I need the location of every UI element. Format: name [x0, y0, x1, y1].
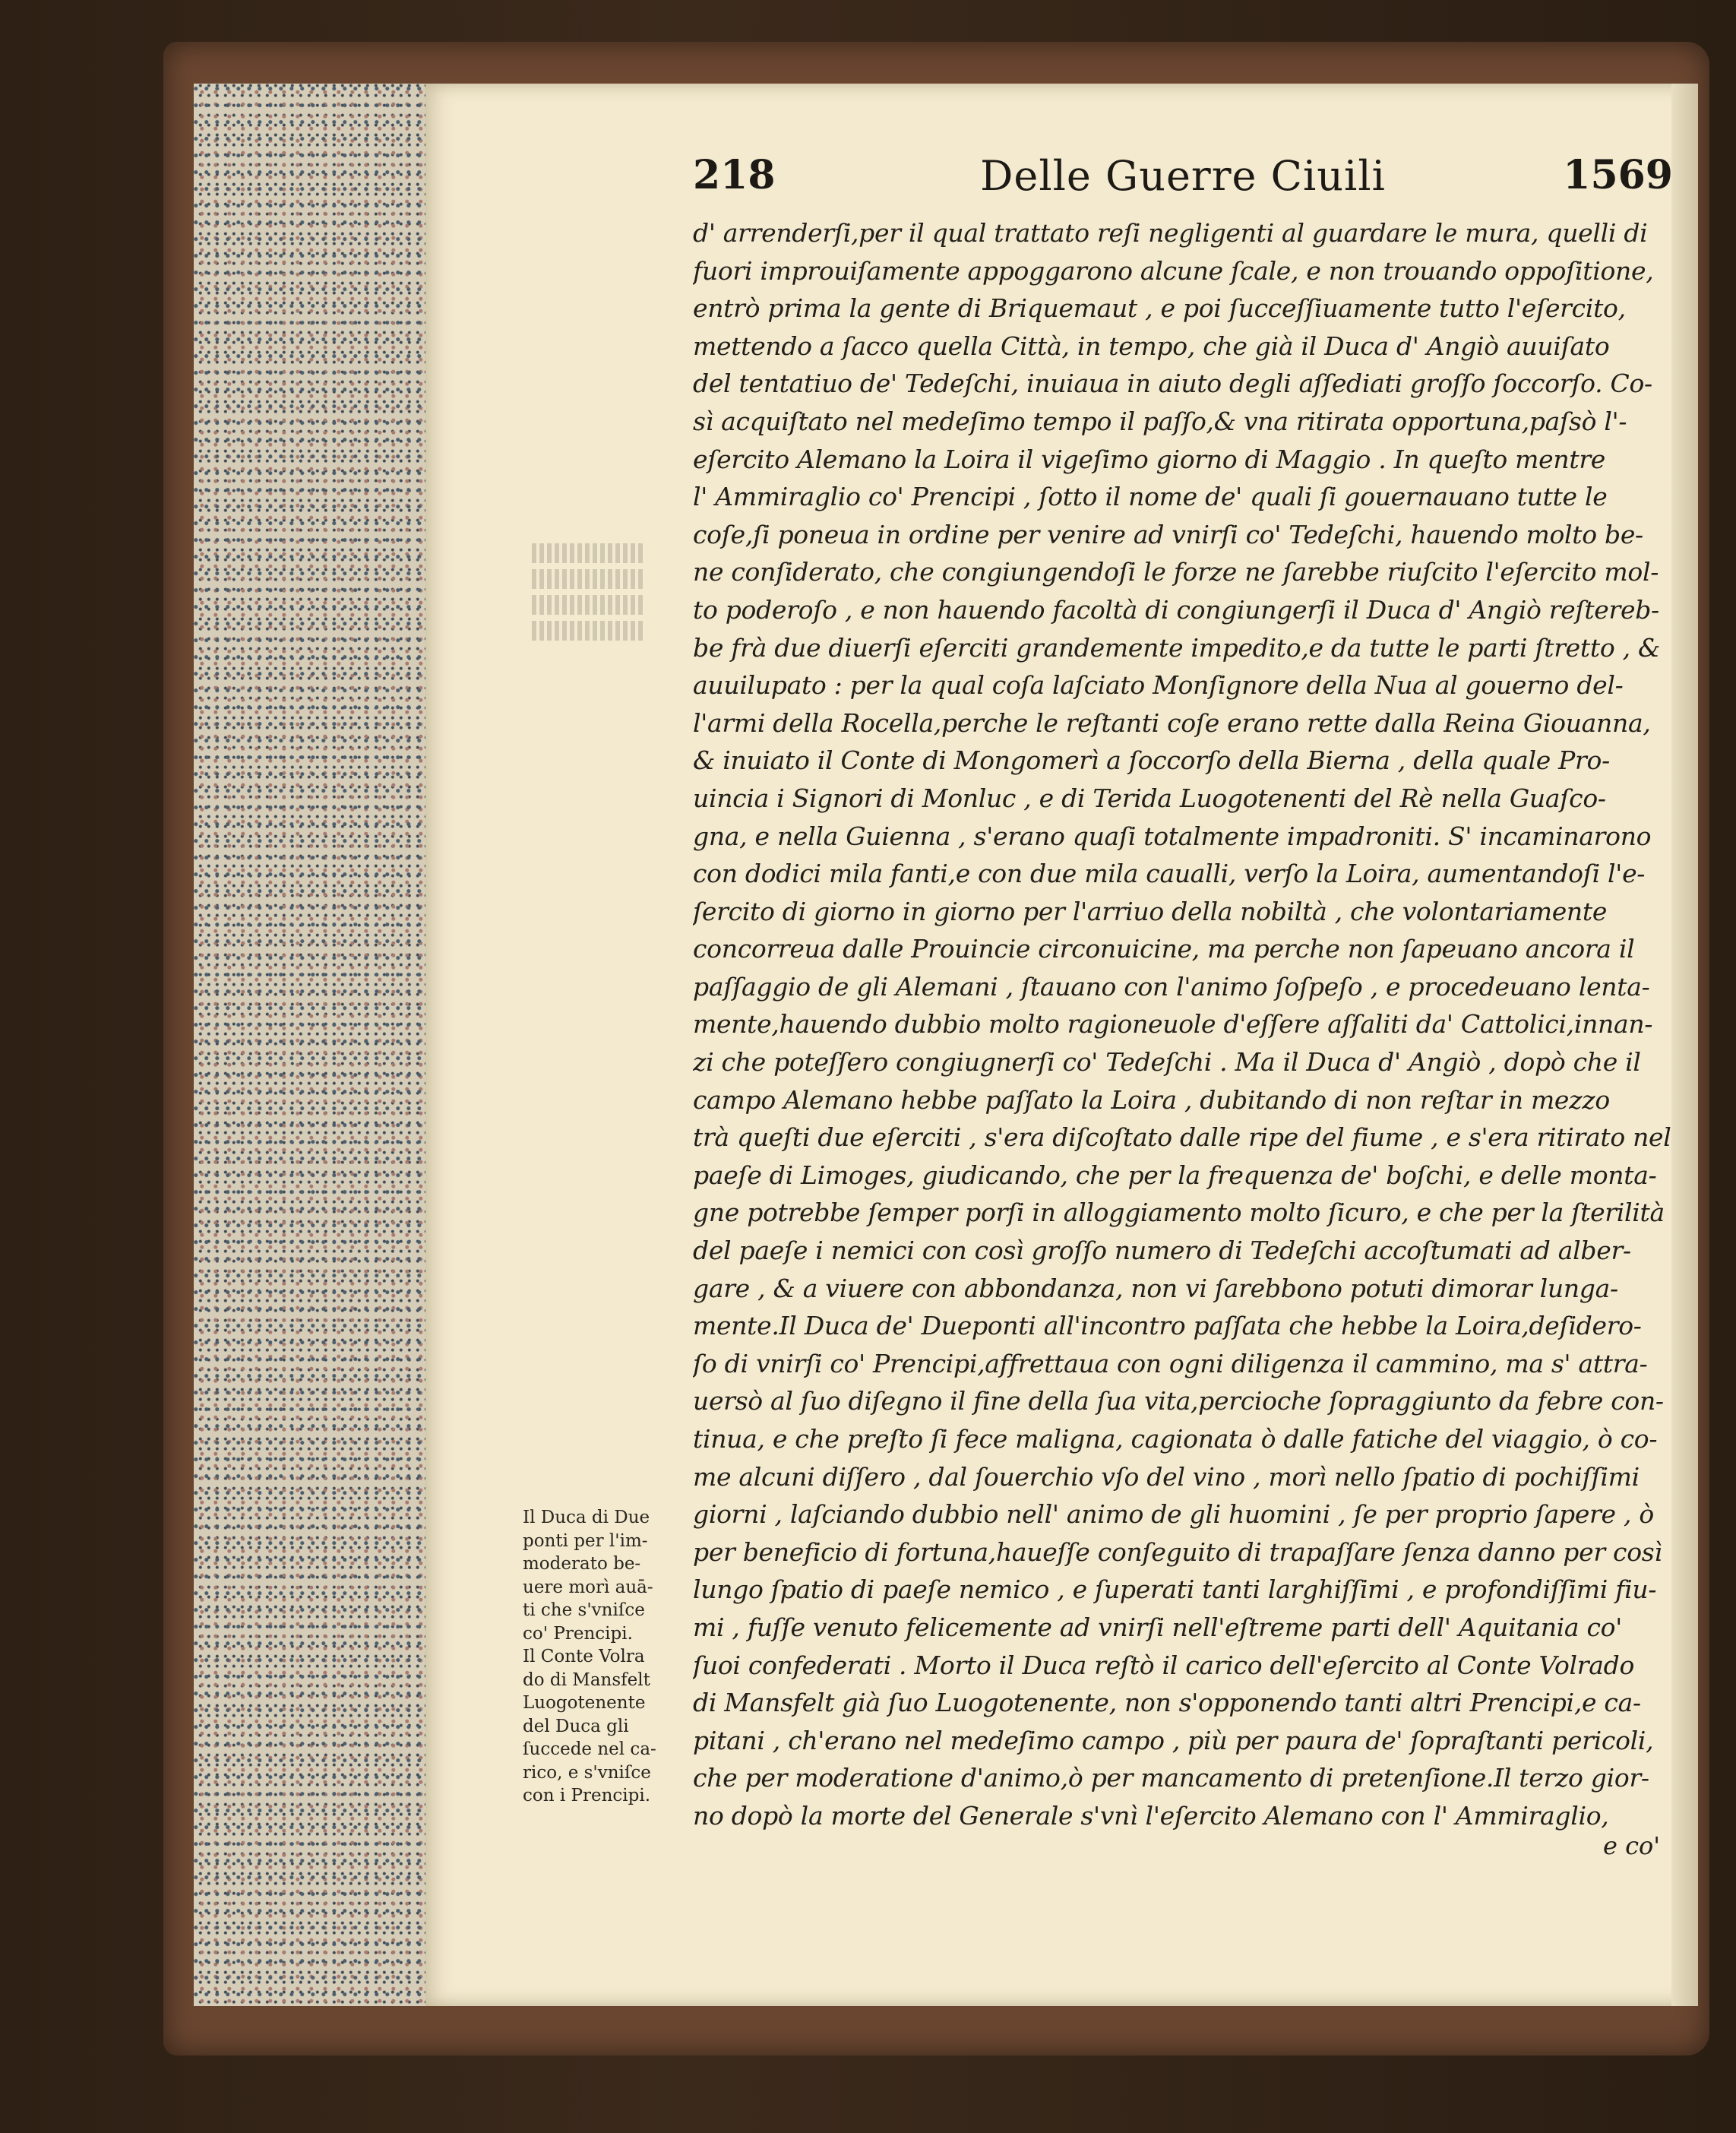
- text-line: uersò al ſuo diſegno il fine della ſua vita,percioche ſopraggiunto da febre con-: [693, 1386, 1664, 1416]
- text-line: paeſe di Limoges, giudicando, che per la frequenza de' boſchi, e delle monta-: [693, 1160, 1657, 1190]
- text-line: no dopò la morte del Generale s'vnì l'eſercito Alemano con l' Ammiraglio,: [693, 1800, 1609, 1831]
- marginal-note-line: con i Prencipi.: [523, 1786, 651, 1805]
- marginal-note-line: Il Duca di Due: [523, 1508, 650, 1527]
- text-line: mi , fuſſe venuto felicemente ad vnirſi nell'eſtreme parti dell' Aquitania co': [693, 1612, 1622, 1642]
- marginal-note-line: uere morì auā-: [523, 1577, 653, 1597]
- marginal-notes: [523, 1506, 699, 1808]
- text-line: fuori improuiſamente appoggarono alcune ſcale, e non trouando oppoſitione,: [693, 255, 1654, 286]
- text-line: gare , & a viuere con abbondanza, non vi ſarebbono potuti dimorar lunga-: [693, 1273, 1618, 1303]
- text-line: l'armi della Rocella,perche le reſtanti coſe erano rette dalla Reina Giouanna,: [693, 707, 1651, 738]
- running-title: Delle Guerre Ciuili: [980, 152, 1386, 200]
- text-line: mente,hauendo dubbio molto ragioneuole d'eſſere aſſaliti da' Cattolici,innan-: [693, 1009, 1653, 1040]
- marginal-note-line: co' Prencipi.: [523, 1623, 633, 1644]
- text-line: paſſaggio de gli Alemani , ſtauano con l'animo ſoſpeſo , e procedeuano lenta-: [693, 971, 1650, 1002]
- text-line: entrò prima la gente di Briquemaut , e poi ſucceſſiuamente tutto l'eſercito,: [693, 293, 1626, 324]
- text-line: lungo ſpatio di paeſe nemico , e ſuperati tanti larghiſſimi , e profondiſſimi fiu-: [693, 1574, 1657, 1605]
- text-line: uincia i Signori di Monluc , e di Terida Luogotenenti del Rè nella Guaſco-: [693, 783, 1606, 813]
- text-line: per beneficio di fortuna,haueſſe conſeguito di trapaſſare ſenza danno per così: [693, 1536, 1662, 1567]
- marginal-note-line: ti che s'vniſce: [523, 1600, 645, 1620]
- page-edges-speckled: [194, 84, 428, 2006]
- text-line: l' Ammiraglio co' Prencipi , ſotto il nome de' quali ſi gouernauano tutte le: [693, 482, 1608, 512]
- text-line: campo Alemano hebbe paſſato la Loira , dubitando di non reſtar in mezzo: [693, 1084, 1610, 1115]
- catchword: e co': [1603, 1831, 1661, 1860]
- marginal-note-line: ſuccede nel ca-: [523, 1739, 656, 1759]
- text-line: & inuiato il Conte di Mongomerì a ſoccorſo della Bierna , della quale Pro-: [693, 745, 1610, 776]
- text-line: trà queſti due eſerciti , s'era diſcoſtato dalle ripe del fiume , e s'era ritirato nel: [693, 1122, 1671, 1153]
- page-number: 218: [693, 152, 776, 198]
- text-line: ſo di vnirſi co' Prencipi,affrettaua con ogni diligenza il cammino, ma s' attra-: [693, 1348, 1648, 1378]
- year-heading: 1569: [1563, 152, 1673, 198]
- text-line: del tentatiuo de' Tedeſchi, inuiaua in aiuto degli aſſediati groſſo ſoccorſo. Co-: [693, 369, 1652, 399]
- text-line: pitani , ch'erano nel medeſimo campo , più per paura de' ſopraſtanti pericoli,: [693, 1725, 1654, 1755]
- bleed-through-text: [532, 543, 646, 647]
- text-line: ſercito di giorno in giorno per l'arriuo della nobiltà , che volontariamente: [693, 896, 1608, 926]
- text-line: ne conſiderato, che congiungendoſi le forze ne ſarebbe riuſcito l'eſercito mol-: [693, 557, 1659, 587]
- text-line: ſuoi confederati . Morto il Duca reſtò il carico dell'eſercito al Conte Volrado: [693, 1650, 1635, 1680]
- text-line: d' arrenderſi,per il qual trattato reſi negligenti al guardare le mura, quelli di: [693, 218, 1648, 248]
- marginal-note-line: del Duca gli: [523, 1716, 629, 1736]
- text-line: mettendo a ſacco quella Città, in tempo, che già il Duca d' Angiò auuiſato: [693, 331, 1610, 361]
- text-line: to poderoſo , e non hauendo facoltà di congiungerſi il Duca d' Angiò reſtereb-: [693, 594, 1659, 625]
- marginal-note-line: Luogotenente: [523, 1693, 646, 1713]
- text-line: me alcuni diſſero , dal ſouerchio vſo del vino , morì nello ſpatio di pochiſſimi: [693, 1461, 1640, 1492]
- text-line: coſe,ſi poneua in ordine per venire ad vnirſi co' Tedeſchi, hauendo molto be-: [693, 519, 1643, 549]
- text-line: giorni , laſciando dubbio nell' animo de gli huomini , ſe per proprio ſapere , ò: [693, 1499, 1654, 1530]
- text-line: del paeſe i nemici con così groſſo numero di Tedeſchi accoſtumati ad alber-: [693, 1236, 1631, 1266]
- marginal-note-line: moderato be-: [523, 1554, 641, 1574]
- page-gutter-edge: [1671, 84, 1698, 2006]
- text-line: sì acquiſtato nel medeſimo tempo il paſſo,& vna ritirata opportuna,paſsò l'-: [693, 406, 1627, 436]
- text-line: mente.Il Duca de' Dueponti all'incontro paſſata che hebbe la Loira,deſidero-: [693, 1311, 1642, 1341]
- text-line: con dodici mila fanti,e con due mila caualli, verſo la Loira, aumentandoſi l'e-: [693, 859, 1646, 889]
- text-line: che per moderatione d'animo,ò per mancamento di pretenſione.Il terzo gior-: [693, 1763, 1649, 1793]
- marginal-note-line: rico, e s'vniſce: [523, 1762, 651, 1783]
- page-header: [693, 152, 1673, 213]
- body-text: [693, 214, 1673, 1835]
- text-line: eſercito Alemano la Loira il vigeſimo giorno di Maggio . In queſto mentre: [693, 444, 1606, 474]
- marginal-note-line: do di Mansfelt: [523, 1669, 650, 1690]
- marginal-note-line: Il Conte Volra: [523, 1647, 645, 1666]
- text-line: gne potrebbe ſemper porſi in alloggiamento molto ſicuro, e che per la ſterilità: [693, 1198, 1665, 1228]
- text-line: tinua, e che preſto ſi fece maligna, cagionata ò dalle fatiche del viaggio, ò co-: [693, 1424, 1658, 1454]
- text-line: gna, e nella Guienna , s'erano quaſi totalmente impadroniti. S' incaminarono: [693, 821, 1652, 851]
- text-line: di Mansfelt già ſuo Luogotenente, non s'opponendo tanti altri Prencipi,e ca-: [693, 1688, 1641, 1718]
- text-line: zi che poteſſero congiugnerſi co' Tedeſchi . Ma il Duca d' Angiò , dopò che il: [693, 1047, 1641, 1078]
- text-line: concorreua dalle Prouincie circonuicine, ma perche non ſapeuano ancora il: [693, 934, 1635, 964]
- text-line: auuilupato : per la qual coſa laſciato Monſignore della Nua al gouerno del-: [693, 670, 1624, 701]
- text-line: be frà due diuerſi eſerciti grandemente impedito,e da tutte le parti ſtretto , &: [693, 632, 1661, 663]
- marginal-note-line: ponti per l'im-: [523, 1530, 648, 1551]
